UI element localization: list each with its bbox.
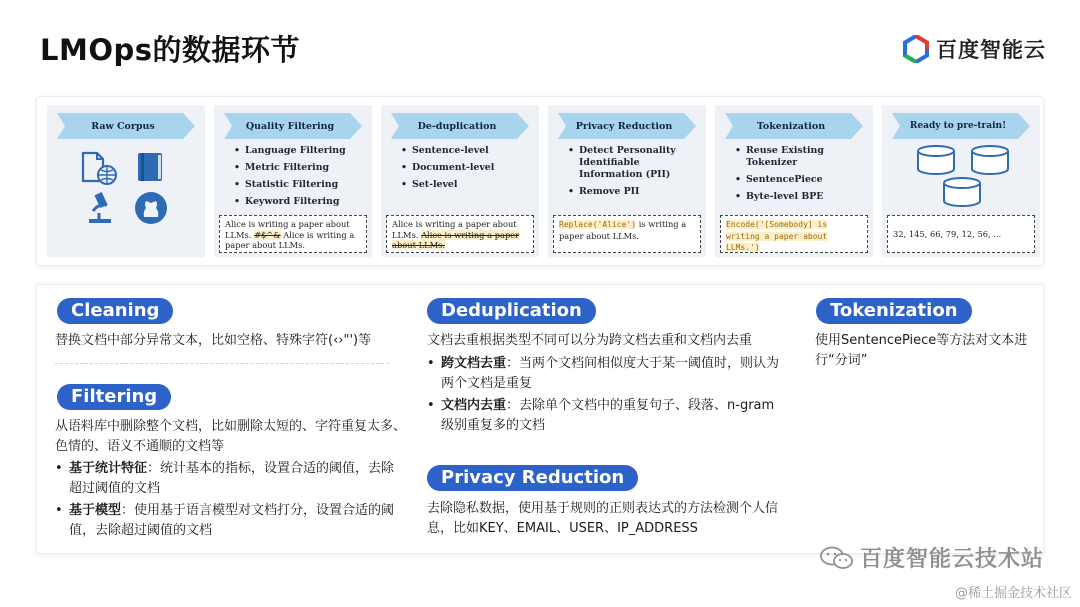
database-icon	[942, 177, 982, 211]
divider	[55, 363, 389, 364]
dedup-point: • 跨文档去重：当两个文档间相似度大于某一阈值时，则认为两个文档是重复	[427, 356, 780, 391]
stage-item: • Metric Filtering	[234, 162, 364, 174]
stage-item: • Language Filtering	[234, 145, 364, 157]
stage-raw-corpus	[47, 105, 205, 257]
filtering-point: • 基于统计特征：统计基本的指标，设置合适的阈值，去除超过阈值的文档	[55, 461, 395, 496]
stage-example: Alice is writing a paper about LLMs. Alice is writing a paper about LLMs.	[386, 215, 534, 253]
wechat-watermark-text: 百度智能云技术站	[859, 547, 1044, 572]
stage-item: • Set-level	[401, 179, 531, 191]
brand-logo	[902, 34, 1046, 64]
stage-example: Replace('Alice') is writing a paper about LLMs.	[553, 215, 701, 253]
stage-example: Encode('[Somebody] is writing a paper about LLMs.')	[720, 215, 868, 253]
database-icon	[970, 145, 1010, 179]
site-watermark: @稀土掘金技术社区	[954, 586, 1072, 601]
stage-title: Raw Corpus	[91, 120, 155, 132]
filtering-text: 从语料库中删除整个文档，比如删除太短的、字符重复太多、色情的、语义不通顺的文档等	[55, 419, 407, 454]
stage-de-duplication	[381, 105, 539, 257]
stage-title: De-duplication	[417, 120, 497, 132]
section-title-privacy-reduction: Privacy Reduction	[427, 465, 638, 491]
database-icon	[916, 145, 956, 179]
stage-quality-filtering	[214, 105, 372, 257]
stage-title: Quality Filtering	[245, 120, 335, 132]
stage-item: • SentencePiece	[735, 174, 865, 186]
stage-tokenization	[715, 105, 873, 257]
stage-title: Privacy Reduction	[575, 120, 673, 132]
section-title-filtering: Filtering	[57, 384, 171, 410]
stage-title: Ready to pre-train!	[909, 120, 1007, 131]
stage-example: Alice is writing a paper about LLMs. #$^& Alice is writing a paper about LLMs.	[219, 215, 367, 253]
section-title-deduplication: Deduplication	[427, 298, 596, 324]
section-title-tokenization: Tokenization	[816, 298, 972, 324]
page-title: LMOps的数据环节	[40, 33, 301, 67]
dedup-text: 文档去重根据类型不同可以分为跨文档去重和文档内去重	[427, 333, 753, 348]
stage-ready-to-pretrain	[882, 105, 1040, 257]
stage-item: • Document-level	[401, 162, 531, 174]
data-pipeline-figure	[36, 96, 1044, 266]
notes-panel	[36, 284, 1044, 554]
stage-item: • Detect Personality Identifiable Information (PII)	[568, 145, 698, 181]
stage-item: • Keyword Filtering	[234, 196, 364, 208]
stage-item: • Remove PII	[568, 186, 698, 198]
stage-item: • Sentence-level	[401, 145, 531, 157]
tokenization-text: 使用SentencePiece等方法对文本进行“分词”	[815, 333, 1028, 368]
filtering-point: • 基于模型：使用基于语言模型对文档打分，设置合适的阈值，去除超过阈值的文档	[55, 503, 395, 538]
document-globe-icon	[79, 151, 121, 189]
section-title-cleaning: Cleaning	[57, 298, 173, 324]
stage-item: • Statistic Filtering	[234, 179, 364, 191]
microscope-icon	[85, 191, 115, 229]
github-icon	[133, 191, 169, 229]
cleaning-text: 替换文档中部分异常文本，比如空格、特殊字符(‹›"')等	[55, 333, 372, 348]
stage-privacy-reduction	[548, 105, 706, 257]
brand-name: 百度智能云	[936, 38, 1046, 62]
wechat-watermark	[820, 542, 1044, 573]
cloud-logo-icon	[902, 35, 930, 63]
stage-item: • Byte-level BPE	[735, 191, 865, 203]
privacy-text: 去除隐私数据，使用基于规则的正则表达式的方法检测个人信息，比如KEY、EMAIL、USER、IP_ADDRESS	[427, 501, 779, 536]
book-icon	[135, 151, 165, 187]
stage-example: 32, 145, 66, 79, 12, 56, ...	[887, 215, 1035, 253]
wechat-icon	[820, 546, 854, 570]
stage-title: Tokenization	[756, 120, 826, 132]
stage-item: • Reuse Existing Tokenizer	[735, 145, 865, 169]
dedup-point: • 文档内去重：去除单个文档中的重复句子、段落、n-gram级别重复多的文档	[427, 398, 775, 433]
